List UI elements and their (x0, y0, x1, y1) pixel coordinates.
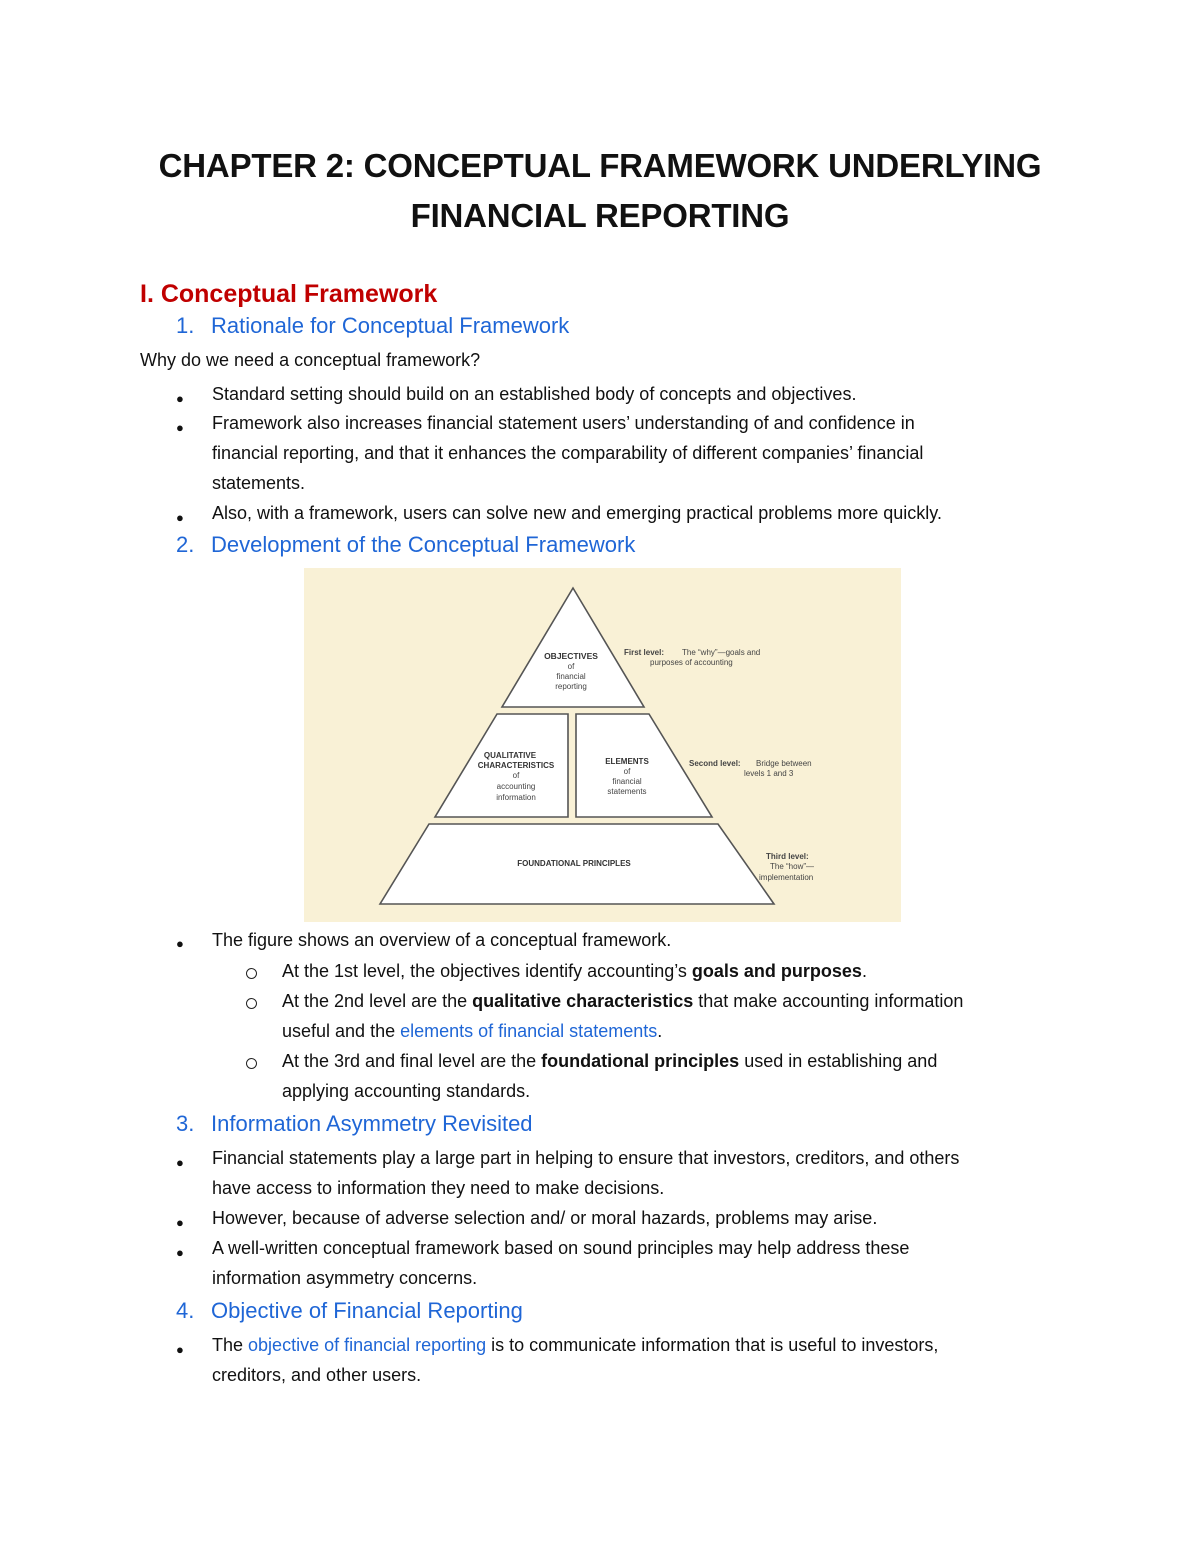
bullet-icon: ● (176, 1155, 184, 1170)
second-level-description: Bridge between (756, 759, 812, 768)
subsection-number: 2. (176, 532, 195, 557)
qualitative-title-2: CHARACTERISTICS (477, 761, 555, 770)
section-heading: I. Conceptual Framework (140, 280, 438, 308)
third-level-description-line2: implementation (759, 873, 814, 882)
subsection-number: 4. (176, 1298, 195, 1323)
second-level-label: Second level: (689, 759, 741, 768)
bullet-text: The objective of financial reporting is to communicate information that is useful to investors, (212, 1335, 939, 1355)
level-3-text: At the 3rd and final level are the foundational principles used in establishing and (282, 1051, 938, 1071)
bullet-icon: ● (176, 1215, 184, 1230)
bullet-text: However, because of adverse selection and/ or moral hazards, problems may arise. (212, 1208, 878, 1228)
bullet-text: Also, with a framework, users can solve new and emerging practical problems more quickly. (212, 503, 942, 523)
hollow-bullet-icon (246, 998, 257, 1009)
subsection-heading-asymmetry (176, 1111, 533, 1137)
bullet-text-continued: have access to information they need to make decisions. (212, 1178, 665, 1198)
bullet-icon: ● (176, 391, 184, 406)
bullet-icon: ● (176, 936, 184, 951)
subsection-number: 1. (176, 313, 195, 338)
third-level-description: The “how”— (770, 862, 815, 871)
subsection-title: Information Asymmetry Revisited (211, 1111, 533, 1136)
elements-title: ELEMENTS (605, 757, 649, 766)
bullet-icon: ● (176, 420, 184, 435)
objective-link[interactable]: objective of financial reporting (248, 1335, 487, 1355)
bullet-text-continued: creditors, and other users. (212, 1365, 422, 1385)
objectives-title: OBJECTIVES (544, 651, 598, 661)
first-level-label: First level: (624, 648, 665, 657)
bullet-text: A well-written conceptual framework based on sound principles may help address these (212, 1238, 910, 1258)
foundational-principles-title: FOUNDATIONAL PRINCIPLES (517, 859, 631, 868)
level-3-text-continued: applying accounting standards. (282, 1081, 531, 1101)
figure-intro-text: The figure shows an overview of a conceptual framework. (212, 930, 672, 950)
subsection-title: Rationale for Conceptual Framework (211, 313, 570, 338)
level-2-text: At the 2nd level are the qualitative characteristics that make accounting information (282, 991, 964, 1011)
subsection-title: Objective of Financial Reporting (211, 1298, 523, 1323)
question-text: Why do we need a conceptual framework? (140, 350, 481, 370)
elements-line2: financial (612, 777, 642, 786)
first-level-description-line2: purposes of accounting (650, 658, 733, 667)
subsection-title: Development of the Conceptual Framework (211, 532, 636, 557)
level-1-text: At the 1st level, the objectives identify accounting’s goals and purposes. (282, 961, 867, 981)
objectives-of: of (567, 662, 575, 671)
third-level-label: Third level: (766, 852, 809, 861)
qualitative-title-1: QUALITATIVE (483, 751, 537, 760)
subsection-number: 3. (176, 1111, 195, 1136)
subsection-heading-development (176, 532, 635, 558)
subsection-heading-objective (176, 1298, 523, 1324)
bullet-text: Framework also increases financial statement users’ understanding of and confidence in (212, 413, 915, 433)
first-level-description: The “why”—goals and (682, 648, 761, 657)
bullet-text: Financial statements play a large part in helping to ensure that investors, creditors, and others (212, 1148, 960, 1168)
subsection-heading-rationale (176, 313, 569, 339)
qualitative-line3: information (496, 793, 536, 802)
elements-of: of (623, 767, 631, 776)
hollow-bullet-icon (246, 1058, 257, 1069)
chapter-title-line-1: CHAPTER 2: CONCEPTUAL FRAMEWORK UNDERLYING (158, 147, 1042, 184)
hollow-bullet-icon (246, 968, 257, 979)
elements-line3: statements (607, 787, 647, 796)
bullet-icon: ● (176, 1245, 184, 1260)
chapter-title-line-2: FINANCIAL REPORTING (410, 197, 790, 234)
objectives-line2: financial (556, 672, 586, 681)
second-level-description-line2: levels 1 and 3 (744, 769, 794, 778)
bullet-icon: ● (176, 1342, 184, 1357)
bullet-text-continued: statements. (212, 473, 306, 493)
bullet-icon: ● (176, 510, 184, 525)
qualitative-line2: accounting (496, 782, 536, 791)
bullet-text-continued: information asymmetry concerns. (212, 1268, 478, 1288)
bullet-text: Standard setting should build on an established body of concepts and objectives. (212, 384, 857, 404)
objectives-line3: reporting (555, 682, 587, 691)
pyramid-diagram (304, 568, 901, 922)
elements-link[interactable]: elements of financial statements (400, 1021, 658, 1041)
level-2-text-continued: useful and the elements of financial statements. (282, 1021, 663, 1041)
bullet-text-continued: financial reporting, and that it enhances the comparability of different companies’ financial (212, 443, 924, 463)
conceptual-framework-pyramid-figure (304, 568, 901, 922)
qualitative-of: of (512, 771, 520, 780)
